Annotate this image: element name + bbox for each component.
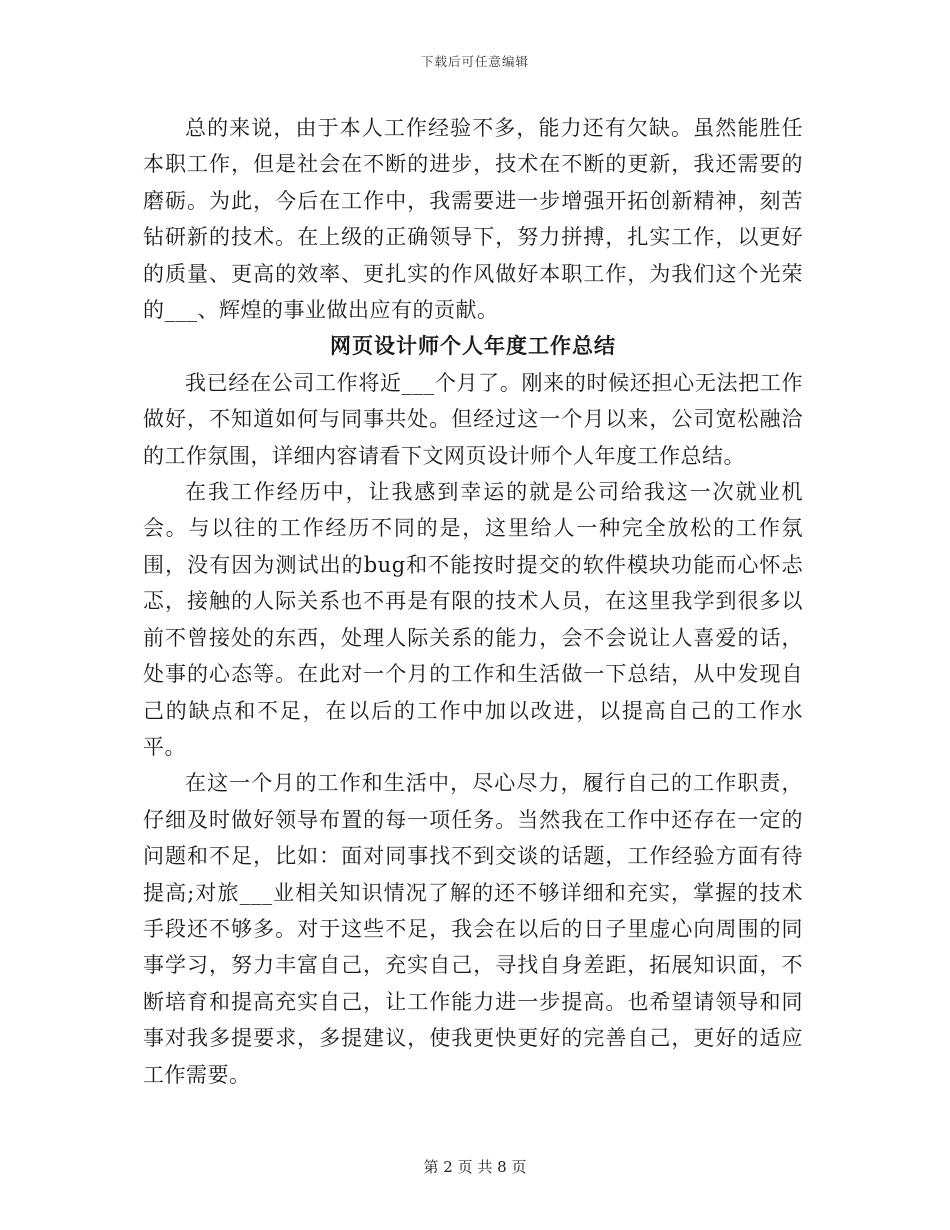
body-paragraph-3: 在这一个月的工作和生活中，尽心尽力，履行自己的工作职责，仔细及时做好领导布置的每一项任务。当然我在工作中还存在一定的问题和不足，比如：面对同事找不到交谈的话题，工作经验方面有待提高;对旅___业相关知识情况了解的还不够详细和充实，掌握的技术手段还不够多。对于这些不足，我会在以后的日子里虚心向周围的同事学习，努力丰富自己，充实自己，寻找自身差距，拓展知识面，不断培育和提高充实自己，让工作能力进一步提高。也希望请领导和同事对我多提要求，多提建议，使我更快更好的完善自己，更好的适应工作需要。 xyxy=(143,771,803,1087)
intro-paragraph: 总的来说，由于本人工作经验不多，能力还有欠缺。虽然能胜任本职工作，但是社会在不断的进步，技术在不断的更新，我还需要的磨砺。为此，今后在工作中，我需要进一步增强开拓创新精神，刻苦钻研新的技术。在上级的正确领导下，努力拼搏，扎实工作，以更好的质量、更高的效率、更扎实的作风做好本职工作，为我们这个光荣的___、辉煌的事业做出应有的贡献。 xyxy=(143,116,803,323)
body-paragraph-1: 我已经在公司工作将近___个月了。刚来的时候还担心无法把工作做好，不知道如何与同事共处。但经过这一个月以来，公司宽松融洽的工作氛围，详细内容请看下文网页设计师个人年度工作总结。 xyxy=(143,370,803,468)
section-title: 网页设计师个人年度工作总结 xyxy=(330,333,616,359)
page-number-footer: 第 2 页 共 8 页 xyxy=(423,1158,527,1176)
page-header: 下载后可任意编辑 xyxy=(420,54,529,69)
body-paragraph-2: 在我工作经历中，让我感到幸运的就是公司给我这一次就业机会。与以往的工作经历不同的是，这里给人一种完全放松的工作氛围，没有因为测试出的bug和不能按时提交的软件模块功能而心怀忐忑，接触的人际关系也不再是有限的技术人员，在这里我学到很多以前不曾接处的东西，处理人际关系的能力，会不会说让人喜爱的话，处事的心态等。在此对一个月的工作和生活做一下总结，从中发现自己的缺点和不足，在以后的工作中加以改进，以提高自己的工作水平。 xyxy=(143,480,803,759)
document-body xyxy=(143,110,803,1093)
